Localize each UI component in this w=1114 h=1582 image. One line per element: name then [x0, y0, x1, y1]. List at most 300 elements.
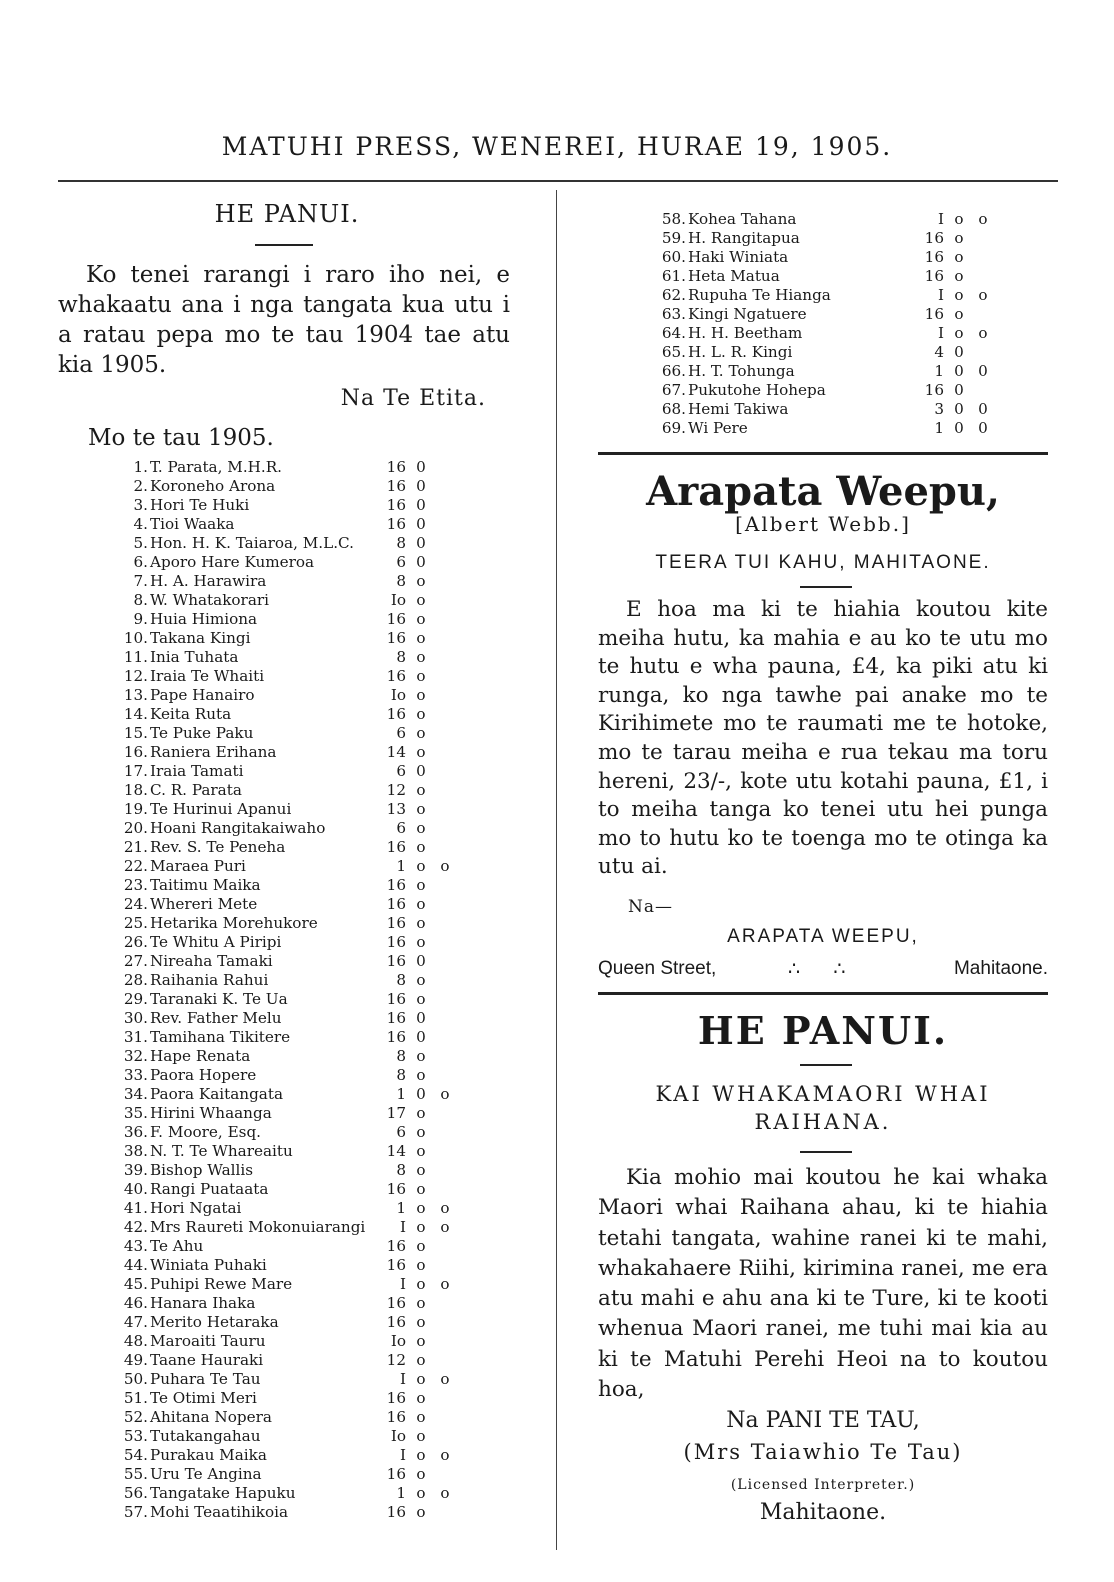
subscriber-v1: 16	[386, 933, 406, 951]
subscriber-v2: o	[954, 324, 964, 342]
subscriber-name: Hon. H. K. Taiaroa, M.L.C.	[150, 534, 354, 552]
subscriber-v2: o	[416, 591, 426, 609]
subscriber-num: 44.	[123, 1256, 148, 1274]
subscriber-row	[112, 1066, 462, 1085]
subscriber-row	[112, 1408, 462, 1427]
subscriber-v1: 16	[386, 629, 406, 647]
subscriber-name: Paora Hopere	[150, 1066, 257, 1084]
subscriber-num: 42.	[123, 1218, 148, 1236]
section-rule-2	[598, 992, 1048, 995]
subscriber-v2: o	[954, 229, 964, 247]
subscriber-name: Tangatake Hapuku	[150, 1484, 296, 1502]
subscriber-v2: 0	[416, 762, 426, 780]
subscriber-row	[112, 1465, 462, 1484]
subscriber-v3: 0	[978, 419, 988, 437]
subscriber-num: 45.	[123, 1275, 148, 1293]
subscriber-v2: o	[416, 667, 426, 685]
subscriber-v2: o	[416, 1161, 426, 1179]
subscriber-v1: 16	[386, 1009, 406, 1027]
subscriber-v2: o	[416, 1503, 426, 1521]
subscriber-num: 31.	[123, 1028, 148, 1046]
notice-section	[58, 200, 510, 451]
subscriber-v1: 8	[396, 648, 406, 666]
subscriber-list-left	[112, 458, 462, 1522]
subscriber-num: 4.	[133, 515, 148, 533]
subscriber-v1: 6	[396, 762, 406, 780]
subscriber-v2: 0	[954, 381, 964, 399]
subscriber-v1: 16	[386, 1465, 406, 1483]
subscriber-v2: 0	[416, 1028, 426, 1046]
subscriber-row	[112, 1275, 462, 1294]
subscriber-v1: 16	[386, 515, 406, 533]
subscriber-name: Maroaiti Tauru	[150, 1332, 266, 1350]
subscriber-row	[650, 229, 1010, 248]
subscriber-name: Haki Winiata	[688, 248, 789, 266]
ad-business: TEERA TUI KAHU, MAHITAONE.	[655, 552, 991, 573]
subscriber-name: Rev. Father Melu	[150, 1009, 282, 1027]
subscriber-name: Hori Ngatai	[150, 1199, 242, 1217]
subscriber-row	[112, 705, 462, 724]
subscriber-row	[112, 781, 462, 800]
subscriber-num: 1.	[133, 458, 148, 476]
subscriber-num: 32.	[123, 1047, 148, 1065]
subscriber-v3: o	[440, 1446, 450, 1464]
subscriber-num: 48.	[123, 1332, 148, 1350]
subscriber-v1: 6	[396, 1123, 406, 1141]
notice2-rule-2	[800, 1151, 852, 1153]
subscriber-row	[112, 876, 462, 895]
subscriber-row	[112, 800, 462, 819]
subscriber-num: 15.	[123, 724, 148, 742]
subscriber-name: Rangi Puataata	[150, 1180, 269, 1198]
subscriber-num: 60.	[661, 248, 686, 266]
subscriber-row	[650, 419, 1010, 438]
title-rule	[255, 244, 313, 246]
subscriber-v1: Io	[390, 591, 406, 609]
subscriber-num: 29.	[123, 990, 148, 1008]
subscriber-name: Tamihana Tikitere	[150, 1028, 291, 1046]
subscriber-v1: 16	[386, 705, 406, 723]
subscriber-v2: o	[416, 1294, 426, 1312]
subscriber-row	[112, 515, 462, 534]
subscriber-v2: o	[416, 1275, 426, 1293]
subscriber-v3: o	[440, 1484, 450, 1502]
subscriber-name: Te Whitu A Piripi	[150, 933, 282, 951]
subscriber-name: Koroneho Arona	[150, 477, 276, 495]
subscriber-num: 52.	[123, 1408, 148, 1426]
subscriber-v2: 0	[416, 1085, 426, 1103]
subscriber-v2: o	[416, 1199, 426, 1217]
subscriber-name: C. R. Parata	[150, 781, 242, 799]
subscriber-name: Keita Ruta	[150, 705, 232, 723]
subscriber-v2: o	[416, 1332, 426, 1350]
subscriber-v3: 0	[978, 400, 988, 418]
ad-dots: ∴ ∴	[788, 959, 860, 980]
subscriber-v1: 16	[924, 267, 944, 285]
subscriber-v2: o	[416, 1484, 426, 1502]
subscriber-num: 6.	[133, 553, 148, 571]
subscriber-row	[650, 210, 1010, 229]
subscriber-name: Hoani Rangitakaiwaho	[150, 819, 326, 837]
subscriber-name: Whereri Mete	[150, 895, 258, 913]
subscriber-num: 16.	[123, 743, 148, 761]
subscriber-num: 20.	[123, 819, 148, 837]
subscriber-num: 51.	[123, 1389, 148, 1407]
subscriber-v2: o	[416, 1047, 426, 1065]
subscriber-num: 7.	[133, 572, 148, 590]
subscriber-v1: 1	[396, 857, 406, 875]
subscriber-v1: 16	[386, 1313, 406, 1331]
subscriber-row	[112, 553, 462, 572]
subscriber-row	[112, 819, 462, 838]
subscriber-name: Iraia Tamati	[150, 762, 244, 780]
subscriber-v2: o	[416, 648, 426, 666]
subscriber-name: H. H. Beetham	[688, 324, 803, 342]
subscriber-v1: 17	[386, 1104, 406, 1122]
subscriber-v2: o	[416, 629, 426, 647]
subscriber-num: 43.	[123, 1237, 148, 1255]
subscriber-v2: o	[416, 1351, 426, 1369]
subscriber-v2: o	[416, 857, 426, 875]
subscriber-v1: 16	[386, 1180, 406, 1198]
subscriber-v1: I	[400, 1370, 406, 1388]
section-rule	[598, 452, 1048, 455]
subscriber-num: 2.	[133, 477, 148, 495]
subscriber-v1: 6	[396, 819, 406, 837]
subscriber-list-right	[650, 210, 1010, 438]
subscriber-v1: 16	[386, 458, 406, 476]
subscriber-num: 26.	[123, 933, 148, 951]
subscriber-row	[112, 1199, 462, 1218]
subscriber-v1: 16	[386, 876, 406, 894]
subscriber-num: 21.	[123, 838, 148, 856]
subscriber-v2: o	[416, 610, 426, 628]
subscriber-v2: o	[416, 743, 426, 761]
subscriber-row	[112, 572, 462, 591]
subscriber-row	[112, 534, 462, 553]
subscriber-row	[112, 971, 462, 990]
subscriber-num: 9.	[133, 610, 148, 628]
subscriber-name: Ahitana Nopera	[150, 1408, 272, 1426]
subscriber-v2: o	[416, 800, 426, 818]
subscriber-v1: 16	[386, 1408, 406, 1426]
subscriber-row	[112, 1142, 462, 1161]
subscriber-v1: 14	[386, 743, 406, 761]
subscriber-v1: 16	[386, 895, 406, 913]
subscriber-row	[650, 286, 1010, 305]
subscriber-num: 3.	[133, 496, 148, 514]
subscriber-row	[112, 648, 462, 667]
subscriber-name: Tutakangahau	[150, 1427, 261, 1445]
subscriber-row	[650, 305, 1010, 324]
ad-na: Na—	[628, 897, 674, 917]
subscriber-num: 63.	[661, 305, 686, 323]
subscriber-v2: o	[416, 819, 426, 837]
subscriber-v2: o	[954, 286, 964, 304]
subscriber-name: W. Whatakorari	[150, 591, 269, 609]
subscriber-name: Uru Te Angina	[150, 1465, 262, 1483]
subscriber-num: 36.	[123, 1123, 148, 1141]
subscriber-row	[112, 1047, 462, 1066]
subscriber-v3: o	[440, 1370, 450, 1388]
subscriber-num: 54.	[123, 1446, 148, 1464]
subscriber-name: Hirini Whaanga	[150, 1104, 272, 1122]
subscriber-v2: 0	[416, 515, 426, 533]
subscriber-num: 61.	[661, 267, 686, 285]
subscriber-v1: 6	[396, 724, 406, 742]
subscriber-num: 35.	[123, 1104, 148, 1122]
subscriber-v1: 1	[934, 362, 944, 380]
column-divider	[556, 190, 557, 1550]
subscriber-v2: o	[416, 838, 426, 856]
notice2-signed: Na PANI TE TAU,	[726, 1408, 920, 1433]
subscriber-v3: o	[440, 1218, 450, 1236]
subscriber-num: 50.	[123, 1370, 148, 1388]
subscriber-name: Iraia Te Whaiti	[150, 667, 265, 685]
subscriber-row	[112, 1389, 462, 1408]
header-rule	[58, 180, 1058, 182]
subscriber-name: F. Moore, Esq.	[150, 1123, 261, 1141]
subscriber-name: Taane Hauraki	[150, 1351, 264, 1369]
subscriber-name: Hetarika Morehukore	[150, 914, 318, 932]
subscriber-num: 65.	[661, 343, 686, 361]
subscriber-name: Kingi Ngatuere	[688, 305, 807, 323]
subscriber-row	[112, 762, 462, 781]
subscriber-name: H. A. Harawira	[150, 572, 267, 590]
subscriber-num: 24.	[123, 895, 148, 913]
subscriber-row	[112, 1218, 462, 1237]
subscriber-v1: I	[938, 210, 944, 228]
subscriber-row	[650, 400, 1010, 419]
subscriber-v2: o	[416, 1123, 426, 1141]
subscriber-v1: 14	[386, 1142, 406, 1160]
subscriber-row	[112, 496, 462, 515]
subscriber-v1: 8	[396, 1161, 406, 1179]
subscriber-row	[112, 686, 462, 705]
subscriber-num: 30.	[123, 1009, 148, 1027]
subscriber-v3: 0	[978, 362, 988, 380]
notice-subheading: Mo te tau 1905.	[88, 425, 274, 451]
subscriber-v2: o	[416, 1313, 426, 1331]
subscriber-v1: 3	[934, 400, 944, 418]
subscriber-v1: 16	[386, 914, 406, 932]
subscriber-v1: Io	[390, 686, 406, 704]
subscriber-num: 64.	[661, 324, 686, 342]
subscriber-name: Inia Tuhata	[150, 648, 239, 666]
subscriber-num: 49.	[123, 1351, 148, 1369]
subscriber-row	[112, 1503, 462, 1522]
subscriber-name: Hanara Ihaka	[150, 1294, 256, 1312]
subscriber-v1: I	[938, 324, 944, 342]
subscriber-name: Nireaha Tamaki	[150, 952, 273, 970]
subscriber-v2: o	[416, 1237, 426, 1255]
subscriber-row	[650, 381, 1010, 400]
subscriber-name: Taranaki K. Te Ua	[150, 990, 288, 1008]
subscriber-name: Hape Renata	[150, 1047, 251, 1065]
subscriber-v1: 6	[396, 553, 406, 571]
notice-signature: Na Te Etita.	[340, 386, 486, 411]
subscriber-name: Te Otimi Meri	[150, 1389, 257, 1407]
notice2-title: HE PANUI.	[697, 1008, 949, 1053]
subscriber-v2: o	[416, 990, 426, 1008]
subscriber-row	[112, 1351, 462, 1370]
subscriber-name: Winiata Puhaki	[150, 1256, 267, 1274]
subscriber-row	[112, 990, 462, 1009]
subscriber-num: 57.	[123, 1503, 148, 1521]
subscriber-v2: o	[416, 1465, 426, 1483]
subscriber-name: H. T. Tohunga	[688, 362, 795, 380]
subscriber-v1: Io	[390, 1427, 406, 1445]
subscriber-v1: 1	[396, 1085, 406, 1103]
subscriber-v1: 16	[386, 1028, 406, 1046]
subscriber-name: Te Ahu	[150, 1237, 204, 1255]
subscriber-row	[112, 1123, 462, 1142]
subscriber-row	[112, 458, 462, 477]
subscriber-v3: o	[440, 1199, 450, 1217]
subscriber-v1: 12	[386, 1351, 406, 1369]
subscriber-name: Hori Te Huki	[150, 496, 250, 514]
page-header: MATUHI PRESS, WENEREI, HURAE 19, 1905.	[221, 132, 893, 161]
subscriber-v2: 0	[954, 419, 964, 437]
subscriber-num: 67.	[661, 381, 686, 399]
subscriber-name: Purakau Maika	[150, 1446, 267, 1464]
subscriber-v2: o	[416, 1408, 426, 1426]
subscriber-row	[112, 1427, 462, 1446]
subscriber-row	[112, 1028, 462, 1047]
ad-subtitle: [Albert Webb.]	[735, 512, 911, 536]
subscriber-name: Paora Kaitangata	[150, 1085, 284, 1103]
subscriber-v2: o	[416, 724, 426, 742]
subscriber-num: 55.	[123, 1465, 148, 1483]
subscriber-num: 39.	[123, 1161, 148, 1179]
subscriber-row	[112, 1484, 462, 1503]
subscriber-row	[112, 1256, 462, 1275]
subscriber-num: 13.	[123, 686, 148, 704]
subscriber-row	[650, 267, 1010, 286]
subscriber-name: Takana Kingi	[150, 629, 251, 647]
subscriber-v3: o	[978, 286, 988, 304]
subscriber-name: Merito Hetaraka	[150, 1313, 279, 1331]
subscriber-num: 14.	[123, 705, 148, 723]
subscriber-v1: 16	[386, 496, 406, 514]
subscriber-v1: 8	[396, 1066, 406, 1084]
subscriber-num: 68.	[661, 400, 686, 418]
subscriber-v1: 8	[396, 971, 406, 989]
subscriber-v1: 16	[386, 1389, 406, 1407]
notice2-place: Mahitaone.	[759, 1500, 887, 1525]
subscriber-row	[112, 895, 462, 914]
subscriber-row	[650, 248, 1010, 267]
subscriber-v2: 0	[416, 553, 426, 571]
ad-rule	[800, 586, 852, 588]
subscriber-num: 58.	[661, 210, 686, 228]
subscriber-num: 17.	[123, 762, 148, 780]
subscriber-v2: o	[416, 1066, 426, 1084]
subscriber-name: Aporo Hare Kumeroa	[150, 553, 315, 571]
subscriber-v3: o	[978, 210, 988, 228]
subscriber-v1: 16	[386, 952, 406, 970]
subscriber-v2: o	[416, 933, 426, 951]
subscriber-name: Kohea Tahana	[688, 210, 797, 228]
subscriber-row	[112, 667, 462, 686]
subscriber-v2: o	[954, 210, 964, 228]
subscriber-num: 18.	[123, 781, 148, 799]
subscriber-row	[112, 591, 462, 610]
subscriber-num: 46.	[123, 1294, 148, 1312]
ad-street: Queen Street,	[598, 958, 717, 979]
subscriber-name: H. Rangitapua	[688, 229, 800, 247]
subscriber-row	[112, 952, 462, 971]
subscriber-num: 53.	[123, 1427, 148, 1445]
subscriber-num: 22.	[123, 857, 148, 875]
subscriber-num: 19.	[123, 800, 148, 818]
subscriber-v1: 8	[396, 572, 406, 590]
subscriber-v1: Io	[390, 1332, 406, 1350]
subscriber-v3: o	[440, 857, 450, 875]
notice2-rule	[800, 1064, 852, 1066]
ad-title: Arapata Weepu,	[646, 468, 1000, 515]
subscriber-v1: 16	[386, 1237, 406, 1255]
subscriber-v1: 16	[386, 1256, 406, 1274]
subscriber-v1: 1	[934, 419, 944, 437]
notice2-subtitle: KAI WHAKAMAORI WHAI RAIHANA.	[655, 1082, 991, 1134]
subscriber-v1: 16	[386, 838, 406, 856]
subscriber-v2: o	[416, 1389, 426, 1407]
subscriber-row	[112, 1180, 462, 1199]
subscriber-v2: 0	[416, 477, 426, 495]
subscriber-v2: o	[416, 1218, 426, 1236]
subscriber-row	[650, 343, 1010, 362]
subscriber-v3: o	[978, 324, 988, 342]
subscriber-v2: o	[416, 914, 426, 932]
subscriber-name: Wi Pere	[688, 419, 748, 437]
subscriber-name: Mohi Teaatihikoia	[150, 1503, 289, 1521]
subscriber-num: 40.	[123, 1180, 148, 1198]
subscriber-num: 23.	[123, 876, 148, 894]
subscriber-row	[112, 914, 462, 933]
subscriber-name: H. L. R. Kingi	[688, 343, 793, 361]
subscriber-v1: 4	[934, 343, 944, 361]
subscriber-name: N. T. Te Whareaitu	[150, 1142, 293, 1160]
notice2-body: Kia mohio mai koutou he kai whaka Maori whai Raihana ahau, ki te hiahia tetahi tangata, wahine ranei ki te mahi, whakahaere Riihi, kirimina ranei, me era atu mahi e ahu ana ki te Ture, ki te kooti whenua Maori ranei, me tuhi mai kia au ki te Matuhi Perehi Heoi na to koutou hoa,	[598, 1165, 1048, 1403]
subscriber-num: 27.	[123, 952, 148, 970]
subscriber-v2: 0	[954, 400, 964, 418]
subscriber-row	[650, 362, 1010, 381]
subscriber-v3: o	[440, 1275, 450, 1293]
subscriber-name: Puhipi Rewe Mare	[150, 1275, 293, 1293]
subscriber-name: Pukutohe Hohepa	[688, 381, 826, 399]
subscriber-row	[112, 1085, 462, 1104]
subscriber-num: 38.	[123, 1142, 148, 1160]
subscriber-v1: 8	[396, 534, 406, 552]
subscriber-v1: 16	[386, 667, 406, 685]
subscriber-v1: 16	[924, 381, 944, 399]
subscriber-v1: 13	[386, 800, 406, 818]
subscriber-num: 47.	[123, 1313, 148, 1331]
subscriber-v1: 16	[386, 1294, 406, 1312]
subscriber-row	[112, 477, 462, 496]
subscriber-v2: 0	[416, 952, 426, 970]
subscriber-v2: o	[416, 1180, 426, 1198]
subscriber-v2: o	[416, 686, 426, 704]
subscriber-num: 28.	[123, 971, 148, 989]
subscriber-v2: 0	[416, 1009, 426, 1027]
subscriber-name: Puhara Te Tau	[150, 1370, 261, 1388]
subscriber-num: 56.	[123, 1484, 148, 1502]
subscriber-row	[112, 1313, 462, 1332]
subscriber-v2: 0	[416, 534, 426, 552]
subscriber-name: Maraea Puri	[150, 857, 246, 875]
